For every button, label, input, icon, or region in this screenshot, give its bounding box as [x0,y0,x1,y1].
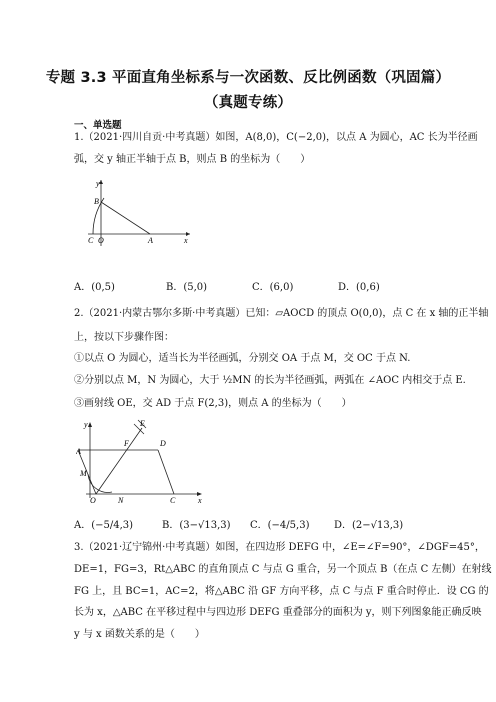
section-heading: 一、单选题 [74,120,122,131]
q3-text-line4: 长为 x，△ABC 在平移过程中与四边形 DEFG 重叠部分的面积为 y，则下列图象能正确反映 [74,607,482,618]
q2-option-a: A．(−5/4,3) [74,520,134,531]
q1-label-y: y [96,179,100,188]
q1-option-c: C．(6,0) [252,282,294,293]
q2-label-n: N [118,496,124,504]
q2-option-b: B．(3−√13,3) [162,520,231,531]
q1-label-a: A [148,236,153,245]
q2-label-m: M [80,469,87,478]
q2-label-d: D [160,439,166,448]
q2-text-line2: 上，按以下步骤作图： [74,332,174,343]
q2-y-arrow [88,422,92,427]
q2-option-d: D．(2−√13,3) [334,520,404,531]
q1-label-b: B [94,197,99,206]
q1-label-c: C [88,236,94,245]
q2-text-line1: 2.（2021·内蒙古鄂尔多斯·中考真题）已知：▱AOCD 的顶点 O(0,0)，点 C 在 x 轴的正半轴 [74,308,489,319]
q1-figure [86,176,196,248]
q2-step2: ②分别以点 M，N 为圆心，大于 ½MN 的长为半径画弧，两弧在 ∠AOC 内相交于点 E. [74,375,466,386]
q2-option-c: C．(−4/5,3) [250,520,310,531]
q2-label-y: y [84,420,88,429]
q2-segment-dc [158,450,174,494]
q2-label-o: O [90,496,96,504]
q3-text-line2: DE=1，FG=3，Rt△ABC 的直角顶点 C 与点 G 重合，另一个顶点 B（在点 C 左侧）在射线 [74,564,492,575]
q1-label-x: x [184,236,188,245]
q2-label-x: x [198,496,202,504]
q2-label-c: C [170,496,176,504]
q2-step3: ③画射线 OE，交 AD 于点 F(2,3)，则点 A 的坐标为（ ） [74,398,352,409]
q2-label-a: A [76,447,81,456]
q1-y-arrow [99,180,103,184]
q3-text-line1: 3.（2021·辽宁锦州·中考真题）如图，在四边形 DEFG 中，∠E=∠F=90°，∠DGF=45°， [74,542,485,553]
q3-text-line3: FG 上，且 BC=1，AC=2，将△ABC 沿 GF 方向平移，点 C 与点 F 重合时停止．设 CG 的 [74,586,489,597]
q1-option-b: B．(5,0) [166,282,208,293]
q2-label-f: F [124,439,129,448]
q2-label-e: E [140,419,145,428]
q1-text-line1: 1.（2021·四川自贡·中考真题）如图，A(8,0)，C(−2,0)，以点 A 为圆心，AC 长为半径画 [74,132,478,143]
page-title: 专题 3.3 平面直角坐标系与一次函数、反比例函数（巩固篇） [45,70,451,86]
q1-label-o: O [98,236,104,245]
q1-option-a: A．(0,5) [74,282,115,293]
q1-text-line2: 弧，交 y 轴正半轴于点 B，则点 B 的坐标为（ ） [74,154,311,165]
q3-text-line5: y 与 x 函数关系的是（ ） [74,629,205,640]
q2-figure [76,418,206,504]
q1-segment-ab [101,202,150,234]
q2-ray-oe [96,428,142,494]
page-subtitle: （真题专练） [203,95,293,111]
q1-option-d: D．(0,6) [338,282,380,293]
q2-step1: ①以点 O 为圆心，适当长为半径画弧，分别交 OA 于点 M，交 OC 于点 N. [74,353,411,364]
